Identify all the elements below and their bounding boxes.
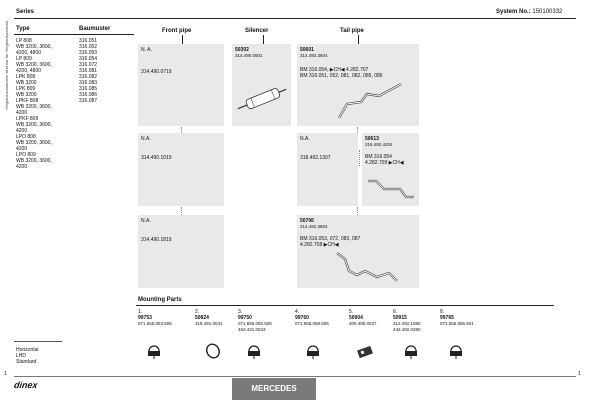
mounting-item-refs: 071.555.050.506 462.431.0043 (238, 321, 272, 332)
tail-connector (358, 35, 359, 44)
page-number-right: 1 (578, 371, 581, 377)
extension-panel (362, 133, 419, 206)
mounting-item-refs: 309.490.0037 (349, 321, 377, 326)
mounting-item-code: 99760 (295, 315, 309, 321)
front-number-3: 314.490.1819 (141, 237, 172, 243)
mounting-item-index: 6. (393, 309, 398, 315)
mounting-item-index: 2. (195, 309, 200, 315)
pipe-ring-icon (203, 342, 225, 360)
front-connector (182, 35, 183, 44)
mounting-item-code: 50824 (195, 315, 209, 321)
mounting-item-code: 99753 (138, 315, 152, 321)
extension-note: BM 316.054 4.282.709 ▶CH◀ (365, 154, 404, 166)
front-na-2: N.A. (141, 136, 151, 142)
silencer-panel-1 (232, 44, 291, 126)
make-banner: MERCEDES (232, 378, 316, 400)
mounting-rule (136, 305, 554, 306)
tail-ref-3: 314.492.3504 (300, 224, 328, 229)
system-number-row (496, 9, 562, 16)
silencer-drawing-1 (232, 44, 291, 126)
mounting-item-code: 99765 (440, 315, 454, 321)
mounting-item-index: 8. (440, 309, 445, 315)
tail-note-1: BM 316.054, ▶CH◀ 4.282.707 BM 316.051, 052, 081, 082, 085, 086 (300, 67, 383, 79)
mounting-item-code: 99750 (238, 315, 252, 321)
front-pipe-panel-3 (138, 215, 224, 288)
silencer-header: Silencer (245, 28, 269, 34)
tail-pipe-drawing-3 (297, 215, 419, 288)
type-header: Type (16, 26, 30, 32)
extension-code: 50613 (365, 136, 379, 142)
front-pipe-header: Front pipe (162, 28, 192, 34)
baumuster-list: 316.051 316.052 316.053 316.054 316.072 316.081 316.082 316.083 316.085 316.086 316.087 (79, 38, 98, 104)
side-note: Vergleichsnummern sind nur für Vergleichszwecke (4, 20, 9, 110)
mounting-item-code: 50915 (393, 315, 407, 321)
extension-drawing (362, 133, 419, 206)
pipe-clamp-icon (244, 342, 266, 360)
front-pipe-panel-1 (138, 44, 224, 126)
tail-ref-1: 314.492.3604 (300, 53, 328, 58)
pipe-clamp-icon (144, 342, 166, 360)
tail-code-1: 50601 (300, 47, 314, 53)
front-number-1: 314.490.0719 (141, 69, 172, 75)
tail-pipe-header: Tail pipe (340, 28, 364, 34)
legend-rule (14, 341, 62, 342)
tail-pipe-panel-2 (297, 133, 358, 206)
baumuster-header: Baumuster (79, 26, 111, 32)
rubber-mount-icon (355, 342, 377, 360)
mounting-item-refs: 071.555.065.501 (440, 321, 474, 326)
front-number-2: 314.490.1019 (141, 155, 172, 161)
front-pipe-panel-2 (138, 133, 224, 206)
silencer-ref-1: 314.490.0501 (235, 53, 263, 58)
footer-rule (14, 376, 576, 377)
tail-number-2: 318.492.1307 (300, 155, 331, 161)
mounting-item-refs: 318.491.0041 (195, 321, 223, 326)
mounting-item-index: 5. (349, 309, 354, 315)
tail-pipe-drawing-1 (297, 44, 419, 126)
mounting-item-refs: 071.555.068.506 (295, 321, 329, 326)
tail-link-2 (357, 207, 358, 215)
pipe-clamp-icon (401, 342, 423, 360)
extension-link (359, 150, 360, 166)
series-label: Series (16, 9, 35, 15)
silencer-connector (263, 35, 264, 44)
front-na-1: N. A. (141, 47, 152, 53)
pipe-clamp-icon (446, 342, 468, 360)
type-list: LP 808 WB 3200, 3600, 4200, 4800 LP 809 WB 3200, 3600, 4200, 4800 LPK 808 WB 3200 LPK 809 WB 3200 LPKF 808 WB 3200, 3600, 4200 LPKF 809 WB 3200, 3600, 4200 LPO 808 WB 3200, 3600, 4200 LPO 809 WB 3200, 3600, 4200 (16, 38, 52, 170)
front-na-3: N.A. (141, 218, 151, 224)
mounting-item-index: 3. (238, 309, 243, 315)
mounting-item-index: 4. (295, 309, 300, 315)
mounting-item-index: 1. (138, 309, 143, 315)
dinex-logo: dinex (13, 380, 39, 390)
pipe-clamp-icon (303, 342, 325, 360)
table-header-rule (14, 34, 134, 35)
mounting-item-refs: 312.492.1080 442.492.0280 (393, 321, 421, 332)
page-number-left: 1 (4, 371, 7, 377)
mounting-parts-title: Mounting Parts (138, 297, 182, 303)
mounting-item-refs: 071.555.053.506 (138, 321, 172, 326)
tail-code-3: 50706 (300, 218, 314, 224)
tail-pipe-panel-1 (297, 44, 419, 126)
tail-pipe-panel-3 (297, 215, 419, 288)
silencer-code-1: 50302 (235, 47, 249, 53)
front-link-2 (181, 207, 182, 215)
tail-note-3: BM 316.053, 072, 083, 087 4.282.708 ▶CH◀ (300, 236, 361, 248)
legend: Horizontal LHD Standard (16, 347, 39, 365)
extension-ref: 318.492.4204 (365, 142, 393, 147)
system-number: 150100332 (532, 9, 563, 15)
system-label: System No.: (496, 9, 531, 15)
header-rule (14, 18, 576, 19)
tail-na-2: N.A. (300, 136, 310, 142)
mounting-item-code: 50904 (349, 315, 363, 321)
